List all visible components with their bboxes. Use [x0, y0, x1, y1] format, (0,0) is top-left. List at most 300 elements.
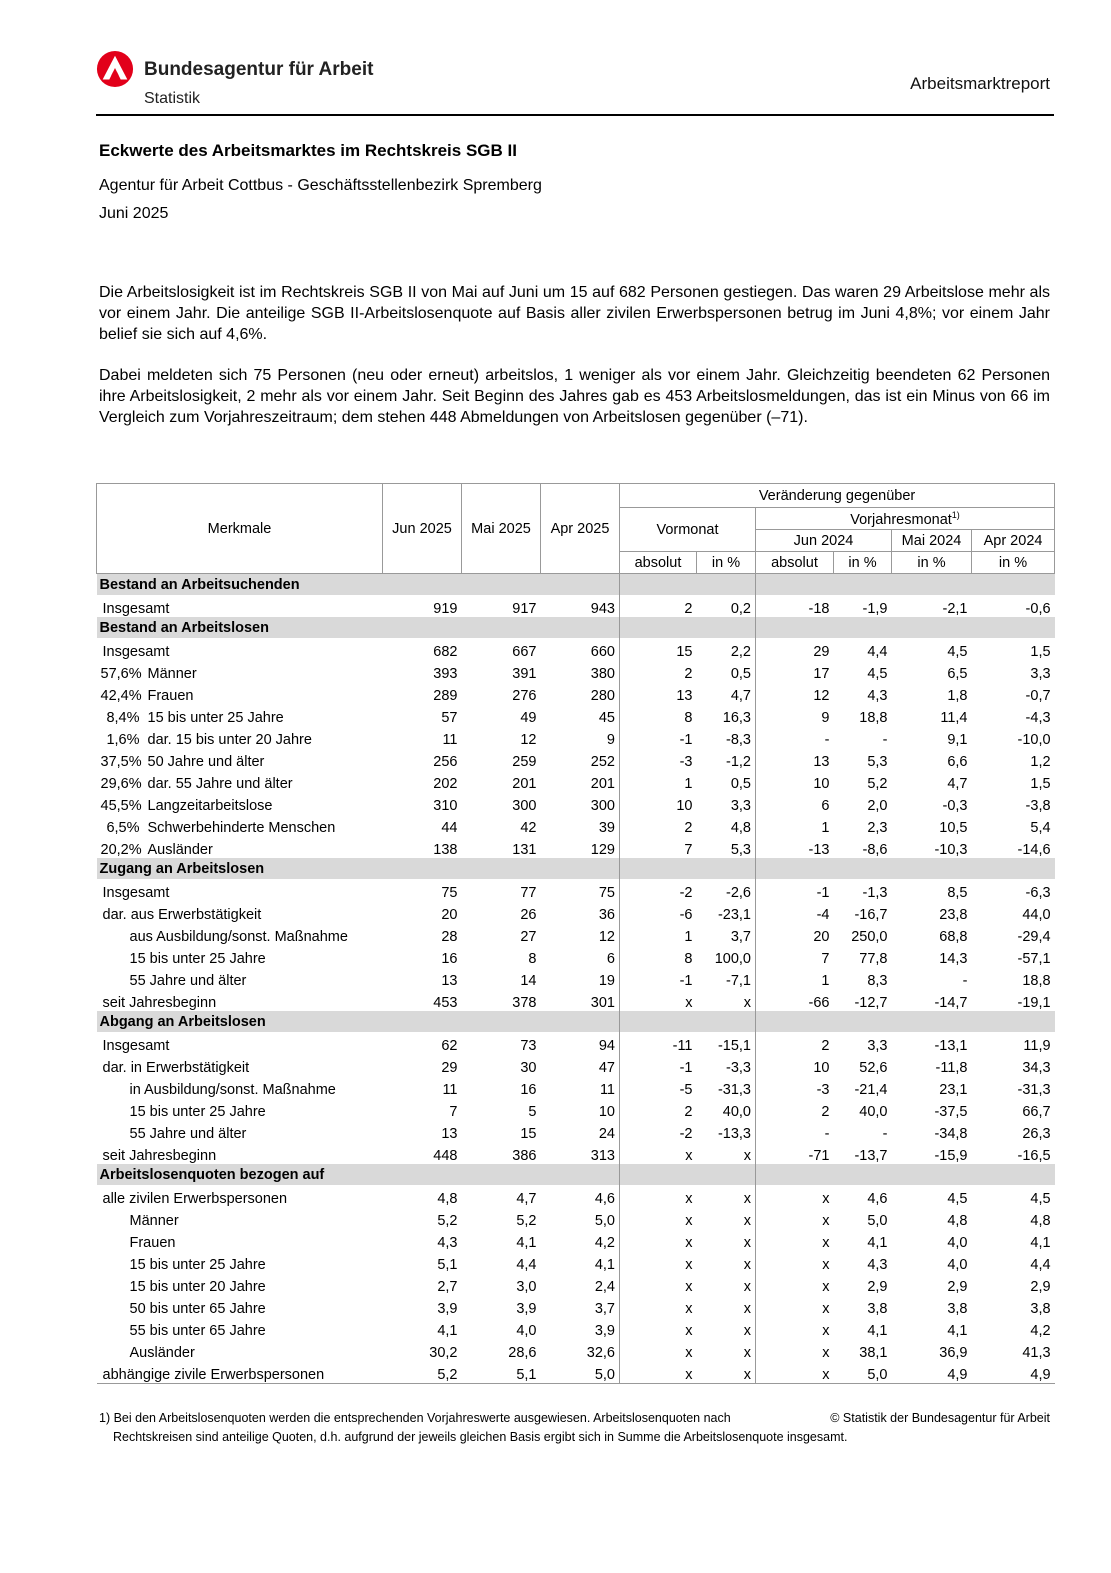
row-label: seit Jahresbeginn: [102, 995, 217, 1011]
cell-value: x: [743, 1345, 751, 1361]
row-label: abhängige zivile Erwerbspersonen: [97, 1361, 383, 1384]
cell-value: 4,4: [1030, 1257, 1051, 1273]
cell-value: -2,1: [942, 601, 968, 617]
row-label: Männer: [147, 666, 197, 682]
cell-value: x: [743, 1213, 751, 1229]
cell-value: 310: [433, 798, 458, 814]
cell-value: -34,8: [934, 1126, 968, 1142]
cell-value: -12,7: [854, 995, 888, 1011]
cell-value: -31,3: [717, 1082, 751, 1098]
cell-value: -0,7: [1025, 688, 1051, 704]
cell-value: 4,7: [730, 688, 751, 704]
col-vormonat: Vormonat: [620, 508, 756, 552]
cell-value: x: [756, 1229, 834, 1251]
cell-value: 5,0: [834, 1361, 892, 1384]
cell-value: 2,9: [867, 1279, 888, 1295]
cell-value: 2: [756, 1032, 834, 1054]
section-header: [97, 858, 1055, 879]
row-share: 57,6%: [100, 666, 142, 682]
cell-value: 18,8: [1022, 973, 1051, 989]
cell-value: 18,8: [859, 710, 888, 726]
cell-value: x: [620, 989, 697, 1011]
cell-value: 94: [598, 1038, 615, 1054]
table-row: [97, 1185, 1055, 1207]
table-row: [97, 682, 1055, 704]
row-share: 45,5%: [100, 798, 142, 814]
cell-value: 4,6: [594, 1191, 615, 1207]
copyright: © Statistik der Bundesagentur für Arbeit: [830, 1411, 1050, 1425]
cell-value: 30,2: [429, 1345, 458, 1361]
cell-value: -14,7: [934, 995, 968, 1011]
table-body: [97, 574, 1055, 1384]
cell-value: 62: [441, 1038, 458, 1054]
cell-value: 8,3: [867, 973, 888, 989]
cell-value: -71: [756, 1142, 834, 1164]
cell-value: 391: [512, 666, 537, 682]
cell-value: -0,6: [1025, 601, 1051, 617]
cell-value: 919: [433, 601, 458, 617]
cell-value: -6,3: [1025, 885, 1051, 901]
cell-value: 24: [598, 1126, 615, 1142]
row-label: 15 bis unter 25 Jahre: [129, 1104, 266, 1120]
cell-value: 8: [620, 704, 697, 726]
cell-value: -11,8: [935, 1060, 968, 1076]
cell-value: 26,3: [1022, 1126, 1051, 1142]
cell-value: 10: [756, 1054, 834, 1076]
cell-value: 4,0: [947, 1235, 968, 1251]
table-row: [97, 1207, 1055, 1229]
cell-value: 276: [512, 688, 537, 704]
cell-value: 1: [620, 923, 697, 945]
cell-value: 15: [520, 1126, 537, 1142]
section-header: [97, 1164, 1055, 1185]
col-vorjahresmonat: Vorjahresmonat$^{1)}$: [756, 508, 1055, 530]
cell-value: 9: [756, 704, 834, 726]
col-apr2025: Apr 2025: [541, 484, 620, 574]
cell-value: 36,9: [939, 1345, 968, 1361]
cell-value: -: [756, 1120, 834, 1142]
cell-value: -4: [756, 901, 834, 923]
cell-value: x: [743, 1191, 751, 1207]
cell-value: -11: [620, 1032, 697, 1054]
cell-value: 2,9: [1030, 1279, 1051, 1295]
cell-value: x: [743, 1301, 751, 1317]
cell-value: -15,1: [717, 1038, 751, 1054]
table-row: [97, 923, 1055, 945]
row-label: Insgesamt: [102, 885, 170, 901]
cell-value: -2: [620, 879, 697, 901]
cell-value: x: [620, 1295, 697, 1317]
row-label: Insgesamt: [102, 1038, 170, 1054]
cell-value: x: [620, 1361, 697, 1384]
cell-value: 3,8: [1030, 1301, 1051, 1317]
cell-value: 39: [598, 820, 615, 836]
cell-value: 5,2: [516, 1213, 537, 1229]
cell-value: 202: [433, 776, 458, 792]
cell-value: 4,3: [867, 1257, 888, 1273]
summary-paragraph-1: Die Arbeitslosigkeit ist im Rechtskreis SGB II von Mai auf Juni um 15 auf 682 Personen gestiegen. Das waren 29 Arbeitslose mehr als vor einem Jahr. Die anteilige SGB II-Arbeitslosenquote auf Basis aller zivilen Erwerbspersonen betrug im Juni 4,8%; vor einem Jahr belief sie sich auf 4,6%.: [99, 284, 1050, 343]
cell-value: 7: [449, 1104, 458, 1120]
section-header: [97, 617, 1055, 638]
section-title: Zugang an Arbeitslosen: [97, 858, 383, 879]
row-share: 42,4%: [100, 688, 142, 704]
cell-value: -3: [756, 1076, 834, 1098]
section-title: Arbeitslosenquoten bezogen auf: [97, 1164, 383, 1185]
cell-value: 13: [620, 682, 697, 704]
section-title: Bestand an Arbeitslosen: [97, 617, 383, 638]
cell-value: 4,1: [867, 1323, 888, 1339]
labour-market-table: [96, 483, 1055, 1384]
row-label: 50 bis unter 65 Jahre: [129, 1301, 266, 1317]
cell-value: 20: [441, 907, 458, 923]
row-label: Ausländer: [129, 1345, 195, 1361]
cell-value: -14,6: [1017, 842, 1051, 858]
cell-value: x: [756, 1251, 834, 1273]
cell-value: -: [882, 1126, 888, 1142]
cell-value: 2: [620, 1098, 697, 1120]
row-label: Frauen: [129, 1235, 176, 1251]
row-label: dar. 55 Jahre und älter: [147, 776, 293, 792]
cell-value: 1: [756, 814, 834, 836]
cell-value: 20: [756, 923, 834, 945]
table-row: [97, 770, 1055, 792]
cell-value: 5,2: [437, 1213, 458, 1229]
col-inpct: in %: [972, 552, 1055, 574]
cell-value: 8: [528, 951, 537, 967]
cell-value: -3,8: [1025, 798, 1051, 814]
cell-value: 75: [441, 885, 458, 901]
row-label: dar. 15 bis unter 20 Jahre: [147, 732, 312, 748]
cell-value: -23,1: [717, 907, 751, 923]
cell-value: 4,3: [867, 688, 888, 704]
cell-value: 34,3: [1022, 1060, 1051, 1076]
row-label: dar. aus Erwerbstätigkeit: [102, 907, 262, 923]
row-share: 20,2%: [100, 842, 142, 858]
cell-value: 300: [512, 798, 537, 814]
cell-value: 40,0: [859, 1104, 888, 1120]
cell-value: 7: [756, 945, 834, 967]
cell-value: -31,3: [1017, 1082, 1051, 1098]
cell-value: -1: [620, 726, 697, 748]
cell-value: -10,0: [1017, 732, 1051, 748]
cell-value: 15: [620, 638, 697, 660]
cell-value: x: [756, 1207, 834, 1229]
table-row: [97, 1054, 1055, 1076]
cell-value: 252: [590, 754, 615, 770]
cell-value: 41,3: [1022, 1345, 1051, 1361]
table-row: [97, 879, 1055, 901]
cell-value: x: [620, 1229, 697, 1251]
cell-value: 5: [528, 1104, 537, 1120]
cell-value: -19,1: [1017, 995, 1051, 1011]
cell-value: 4,2: [594, 1235, 615, 1251]
cell-value: 7: [620, 836, 697, 858]
cell-value: 301: [590, 995, 615, 1011]
cell-value: 3,7: [594, 1301, 615, 1317]
cell-value: -3: [620, 748, 697, 770]
cell-value: 32,6: [586, 1345, 615, 1361]
cell-value: -4,3: [1025, 710, 1051, 726]
cell-value: -21,4: [854, 1082, 888, 1098]
section-title: Abgang an Arbeitslosen: [97, 1011, 383, 1032]
cell-value: 11,4: [940, 710, 968, 726]
cell-value: 4,8: [1030, 1213, 1051, 1229]
cell-value: 4,0: [516, 1323, 537, 1339]
table-row: [97, 901, 1055, 923]
cell-value: 4,2: [1030, 1323, 1051, 1339]
row-label: seit Jahresbeginn: [102, 1148, 217, 1164]
cell-value: 448: [433, 1148, 458, 1164]
footnote-line-1: 1) Bei den Arbeitslosenquoten werden die entsprechenden Vorjahreswerte ausgewiesen. Arbeitslosenquoten nach: [99, 1411, 731, 1425]
cell-value: 10: [598, 1104, 615, 1120]
cell-value: 3,3: [1030, 666, 1051, 682]
table-row: [97, 945, 1055, 967]
cell-value: 129: [590, 842, 615, 858]
row-label: 55 bis unter 65 Jahre: [129, 1323, 266, 1339]
table-header: [97, 484, 1055, 574]
cell-value: 3,3: [867, 1038, 888, 1054]
cell-value: 2: [620, 660, 697, 682]
cell-value: 4,1: [947, 1323, 968, 1339]
cell-value: 11: [442, 1082, 458, 1098]
table-row: [97, 1032, 1055, 1054]
cell-value: -13: [756, 836, 834, 858]
cell-value: x: [697, 1361, 756, 1384]
brand-name: Bundesagentur für Arbeit: [144, 59, 374, 80]
cell-value: 44: [441, 820, 458, 836]
row-label: Frauen: [147, 688, 194, 704]
cell-value: 28,6: [508, 1345, 537, 1361]
cell-value: 660: [590, 644, 615, 660]
cell-value: 4,7: [947, 776, 968, 792]
cell-value: 9,1: [947, 732, 968, 748]
cell-value: x: [620, 1142, 697, 1164]
cell-value: 3,8: [867, 1301, 888, 1317]
cell-value: x: [620, 1185, 697, 1207]
cell-value: 1,5: [1030, 776, 1051, 792]
cell-value: 19: [598, 973, 615, 989]
row-label: Insgesamt: [102, 644, 170, 660]
cell-value: 5,1: [462, 1361, 541, 1384]
cell-value: 29: [756, 638, 834, 660]
cell-value: 16: [441, 951, 458, 967]
cell-value: 2: [620, 814, 697, 836]
row-label: Insgesamt: [102, 601, 170, 617]
cell-value: x: [620, 1251, 697, 1273]
cell-value: -57,1: [1017, 951, 1051, 967]
cell-value: 66,7: [1022, 1104, 1051, 1120]
cell-value: -1,2: [726, 754, 751, 770]
cell-value: 75: [598, 885, 615, 901]
cell-value: 259: [512, 754, 537, 770]
table-row: [97, 748, 1055, 770]
cell-value: x: [756, 1339, 834, 1361]
table-row: [97, 638, 1055, 660]
cell-value: -3,3: [726, 1060, 751, 1076]
cell-value: 2,9: [947, 1279, 968, 1295]
cell-value: 5,1: [437, 1257, 458, 1273]
cell-value: 300: [590, 798, 615, 814]
row-label: 15 bis unter 20 Jahre: [129, 1279, 266, 1295]
cell-value: 2,0: [867, 798, 888, 814]
row-share: 8,4%: [106, 710, 140, 726]
row-label: aus Ausbildung/sonst. Maßnahme: [129, 929, 348, 945]
cell-value: 2,2: [730, 644, 751, 660]
col-jun2025: Jun 2025: [383, 484, 462, 574]
table-row: [97, 1229, 1055, 1251]
table-row: [97, 836, 1055, 858]
table-row: [97, 1295, 1055, 1317]
cell-value: 47: [598, 1060, 615, 1076]
cell-value: 3,9: [516, 1301, 537, 1317]
cell-value: 45: [598, 710, 615, 726]
cell-value: 6: [606, 951, 615, 967]
row-label: 15 bis unter 25 Jahre: [129, 1257, 266, 1273]
cell-value: x: [620, 1317, 697, 1339]
cell-value: 1,8: [947, 688, 968, 704]
cell-value: 16: [520, 1082, 537, 1098]
table-row: [97, 1076, 1055, 1098]
cell-value: 393: [433, 666, 458, 682]
cell-value: -1,3: [862, 885, 888, 901]
cell-value: 17: [756, 660, 834, 682]
cell-value: 36: [598, 907, 615, 923]
cell-value: -7,1: [726, 973, 751, 989]
cell-value: 52,6: [859, 1060, 888, 1076]
cell-value: -1: [620, 1054, 697, 1076]
cell-value: 6,6: [947, 754, 968, 770]
cell-value: 6: [756, 792, 834, 814]
cell-value: 42: [520, 820, 537, 836]
cell-value: 10,5: [939, 820, 968, 836]
cell-value: 4,1: [516, 1235, 537, 1251]
table-row: [97, 792, 1055, 814]
cell-value: 5,0: [594, 1213, 615, 1229]
cell-value: x: [743, 1235, 751, 1251]
row-label: Ausländer: [147, 842, 213, 858]
table-row: [97, 1142, 1055, 1164]
cell-value: -2: [620, 1120, 697, 1142]
cell-value: -16,5: [1017, 1148, 1051, 1164]
cell-value: 11: [442, 732, 458, 748]
section-title: Bestand an Arbeitsuchenden: [97, 574, 383, 596]
row-label: in Ausbildung/sonst. Maßnahme: [129, 1082, 336, 1098]
footnote: [99, 1409, 1054, 1447]
table-row: [97, 814, 1055, 836]
table-row: [97, 704, 1055, 726]
cell-value: 4,5: [947, 1191, 968, 1207]
col-jun2024: Jun 2024: [756, 530, 892, 552]
cell-value: -1: [620, 967, 697, 989]
cell-value: 386: [512, 1148, 537, 1164]
cell-value: 5,3: [867, 754, 888, 770]
cell-value: 8,5: [947, 885, 968, 901]
cell-value: 1,2: [1030, 754, 1051, 770]
cell-value: 4,8: [437, 1191, 458, 1207]
cell-value: 289: [433, 688, 458, 704]
cell-value: 57: [441, 710, 458, 726]
cell-value: 1: [620, 770, 697, 792]
cell-value: 378: [512, 995, 537, 1011]
cell-value: -1: [756, 879, 834, 901]
cell-value: 68,8: [939, 929, 968, 945]
table-row: [97, 967, 1055, 989]
cell-value: 0,5: [730, 666, 751, 682]
cell-value: 13: [756, 748, 834, 770]
col-inpct: in %: [892, 552, 972, 574]
cell-value: 4,1: [594, 1257, 615, 1273]
cell-value: -13,3: [717, 1126, 751, 1142]
cell-value: 682: [433, 644, 458, 660]
cell-value: -13,1: [934, 1038, 968, 1054]
cell-value: 4,1: [437, 1323, 458, 1339]
region-subtitle: Agentur für Arbeit Cottbus - Geschäftsstellenbezirk Spremberg: [99, 177, 542, 194]
cell-value: 4,3: [437, 1235, 458, 1251]
cell-value: 13: [441, 1126, 458, 1142]
col-inpct: in %: [834, 552, 892, 574]
cell-value: 4,0: [947, 1257, 968, 1273]
cell-value: 4,5: [1030, 1191, 1051, 1207]
cell-value: 3,9: [437, 1301, 458, 1317]
table-row: [97, 1273, 1055, 1295]
cell-value: x: [756, 1361, 834, 1384]
cell-value: 5,4: [1030, 820, 1051, 836]
cell-value: 29: [441, 1060, 458, 1076]
cell-value: -8,3: [726, 732, 751, 748]
cell-value: -13,7: [854, 1148, 888, 1164]
row-share: 6,5%: [106, 820, 140, 836]
cell-value: 5,0: [541, 1361, 620, 1384]
cell-value: 9: [606, 732, 615, 748]
col-veraenderung: Veränderung gegenüber: [620, 484, 1055, 508]
cell-value: 4,9: [892, 1361, 972, 1384]
cell-value: 2,4: [594, 1279, 615, 1295]
cell-value: 77,8: [859, 951, 888, 967]
cell-value: 667: [512, 644, 537, 660]
cell-value: -6: [620, 901, 697, 923]
cell-value: -: [962, 973, 968, 989]
cell-value: 250,0: [851, 929, 888, 945]
cell-value: 943: [590, 601, 615, 617]
cell-value: -29,4: [1017, 929, 1051, 945]
cell-value: 4,5: [867, 666, 888, 682]
cell-value: 4,1: [867, 1235, 888, 1251]
cell-value: 256: [433, 754, 458, 770]
col-merkmale: Merkmale: [97, 484, 383, 574]
cell-value: -66: [756, 989, 834, 1011]
cell-value: 6,5: [947, 666, 968, 682]
table-row: [97, 1251, 1055, 1273]
cell-value: 8: [620, 945, 697, 967]
cell-value: 4,8: [730, 820, 751, 836]
cell-value: -8,6: [862, 842, 888, 858]
row-share: 37,5%: [100, 754, 142, 770]
cell-value: 12: [520, 732, 537, 748]
section-header: [97, 1011, 1055, 1032]
cell-value: 0,5: [730, 776, 751, 792]
cell-value: -: [882, 732, 888, 748]
cell-value: x: [756, 1295, 834, 1317]
cell-value: 27: [520, 929, 537, 945]
cell-value: 12: [756, 682, 834, 704]
table-row: [97, 1339, 1055, 1361]
cell-value: 23,1: [939, 1082, 968, 1098]
table-row: [97, 1120, 1055, 1142]
cell-value: -1,9: [862, 601, 888, 617]
cell-value: x: [620, 1339, 697, 1361]
cell-value: x: [743, 1279, 751, 1295]
cell-value: 28: [441, 929, 458, 945]
